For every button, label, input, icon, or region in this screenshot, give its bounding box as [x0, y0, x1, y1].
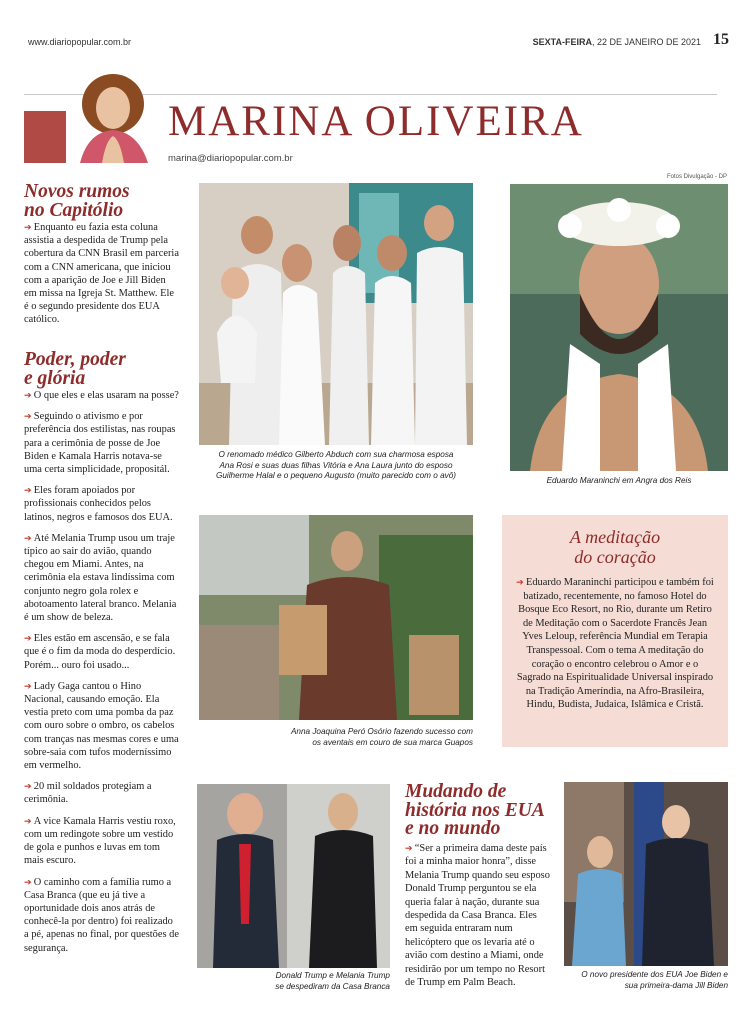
column-email[interactable]: marina@diariopopular.com.br [168, 153, 293, 164]
arrow-icon: ➔ [24, 485, 34, 496]
list-item-text: Lady Gaga cantou o Hino Nacional, causando emoção. Ela vestia preto com uma pomba da paz com ouro sobre o ombro, os cabelos com tranças nas mesmas cores e uma sobre-saia com tufos moderníssimo em vermelho. [24, 680, 179, 772]
section-title-line: Poder, poder [24, 349, 126, 370]
photo-credit: Fotos Divulgação - DP [666, 174, 727, 180]
title-line: A meditação [569, 527, 661, 547]
family-photo [199, 183, 473, 445]
section-title-line: e glória [24, 367, 86, 389]
page-number: 15 [713, 31, 729, 48]
list-item-text: Eles estão em ascensão, e se fala que é o fim da moda do desperdício. Porém... ouro foi usado... [24, 633, 176, 671]
meditacao-box [502, 515, 728, 747]
list-item [24, 680, 180, 772]
section-title-line: história nos EUA [405, 799, 545, 821]
caption-line: O renomado médico Gilberto Abduch com sua charmosa esposa [218, 450, 454, 459]
mudando-body [405, 842, 552, 989]
meditacao-text: Eduardo Maraninchi participou e também foi batizado, recentemente, no famoso Hotel do Bosque Eco Resort, no Rio, durante um Retiro de Meditação com o Sacerdote Francês Jean Yves Leloup, referência Mundial em Terapia Transpessoal. Com o tema A meditação do coração o encontro celebrou o Amor e o Sagrado na Espiritualidade Universal inspirado na Tradição Ameríndia, na Afro-Brasileira, Hindu, Budista, Judaica, Islâmica e Cristã. [516, 577, 714, 711]
list-item [24, 815, 180, 868]
arrow-icon: ➔ [24, 680, 34, 691]
section-title-line: Mudando de [405, 781, 507, 802]
family-caption [199, 450, 473, 482]
list-item-text: Seguindo o ativismo e por preferência dos estilistas, nas roupas para a cerimônia de posse de Joe Biden e Kamala Harris notava-se uma certa simplicidade, propositál. [24, 411, 176, 476]
trump-caption [197, 971, 390, 992]
arrow-icon: ➔ [24, 815, 34, 826]
list-item [24, 780, 180, 806]
arrow-icon: ➔ [24, 390, 34, 400]
caption-line: os aventais em couro de sua marca Guapos [312, 737, 473, 747]
section-title-line: no Capitólio [24, 199, 124, 221]
weekday: SEXTA-FEIRA [532, 37, 592, 47]
biden-photo [564, 782, 728, 966]
site-url: www.diariopopular.com.br [28, 37, 132, 47]
list-item [24, 484, 180, 524]
anna-photo [199, 515, 473, 720]
list-item-text: Eles foram apoiados por profissionais conhecidos pelos latinos, negros e famosos dos EUA. [24, 485, 173, 523]
columnist-portrait [66, 70, 156, 163]
caption-line: Ana Rosi e suas duas filhas Vitória e Ana Laura junto do esposo [219, 460, 453, 470]
meditacao-body [516, 576, 714, 712]
eduardo-caption: Eduardo Maraninchi em Angra dos Reis [546, 476, 692, 485]
list-item [24, 410, 180, 476]
paragraph [405, 842, 552, 989]
arrow-icon: ➔ [24, 876, 34, 887]
section-title-novos-rumos [24, 183, 130, 220]
section-body-novos-rumos [24, 221, 180, 335]
list-item-text: 20 mil soldados protegiam a cerimônia. [24, 781, 152, 806]
list-item-text: Até Melania Trump usou um traje típico ao sair do avião, quando chegou em Miami. Antes, na cerimônia ela estava lindíssima com conjunto negro gola rolex e abotoamento lateral branco. Melania é um show de beleza. [24, 532, 177, 624]
section-title-line: Novos rumos [24, 181, 130, 202]
list-item-text: O caminho com a família rumo a Casa Branca (que eu já tive a oportunidade dois anos atrás de conhecê-la por dentro) foi realizado a pé, apenas no final, por questões de segurança. [24, 876, 179, 954]
caption-line: Donald Trump e Melania Trump [275, 971, 390, 980]
trump-photo [197, 784, 390, 968]
section-title-poder [24, 351, 126, 388]
eduardo-photo [510, 184, 728, 471]
date-text: , 22 DE JANEIRO DE 2021 [591, 37, 701, 47]
meditacao-title [502, 527, 728, 567]
arrow-icon: ➔ [516, 577, 526, 587]
list-item-text: O que eles e elas usaram na posse? [33, 390, 179, 401]
list-item [24, 532, 180, 624]
paragraph-text: Enquanto eu fazia esta coluna assistia a despedida de Trump pela cobertura da CNN Brasil em parceria com a CNN americana, que iniciou com a aparição de Joe e Jill Biden em missa na Igreja St. Matthew. Ele é o segundo presidente dos EUA católico. [24, 222, 179, 326]
arrow-icon: ➔ [24, 532, 34, 543]
caption-line: sua primeira-dama Jill Biden [624, 980, 728, 990]
title-line: do coração [574, 547, 656, 567]
list-item [24, 876, 180, 955]
column-title: MARINA OLIVEIRA [168, 98, 584, 145]
arrow-icon: ➔ [405, 843, 415, 853]
section-title-line: e no mundo [405, 818, 501, 840]
section-title-mudando [405, 783, 545, 839]
arrow-icon: ➔ [24, 781, 34, 792]
section-body-poder [24, 389, 180, 963]
arrow-icon: ➔ [24, 411, 34, 422]
edition-date [533, 37, 701, 47]
paragraph-text: “Ser a primeira dama deste país foi a minha maior honra”, disse Melania Trump quando seu esposo Donald Trump perguntou se ela queria falar à nação, durante sua despedida da Casa Branca. Eles em seguida entraram num helicóptero que os levaria até o avião com destino a Miami, onde residirão por um tempo no Resort de Trump em Palm Beach. [405, 843, 550, 989]
arrow-icon: ➔ [24, 222, 34, 232]
paragraph [24, 221, 180, 327]
biden-caption [564, 970, 728, 991]
arrow-icon: ➔ [24, 633, 34, 644]
caption-line: Guilherme Halal e o pequeno Augusto (muito parecido com o avô) [216, 471, 456, 480]
list-item [24, 632, 180, 672]
list-item-text: A vice Kamala Harris vestiu roxo, com um redingote sobre um vestido de gola e punhos e luvas em tom mais escuro. [24, 815, 176, 867]
caption-line: O novo presidente dos EUA Joe Biden e [581, 970, 728, 979]
list-item [24, 389, 180, 402]
anna-caption [199, 727, 473, 748]
caption-line: Anna Joaquina Peró Osório fazendo sucesso com [290, 727, 473, 736]
caption-line: se despediram da Casa Branca [275, 981, 390, 991]
